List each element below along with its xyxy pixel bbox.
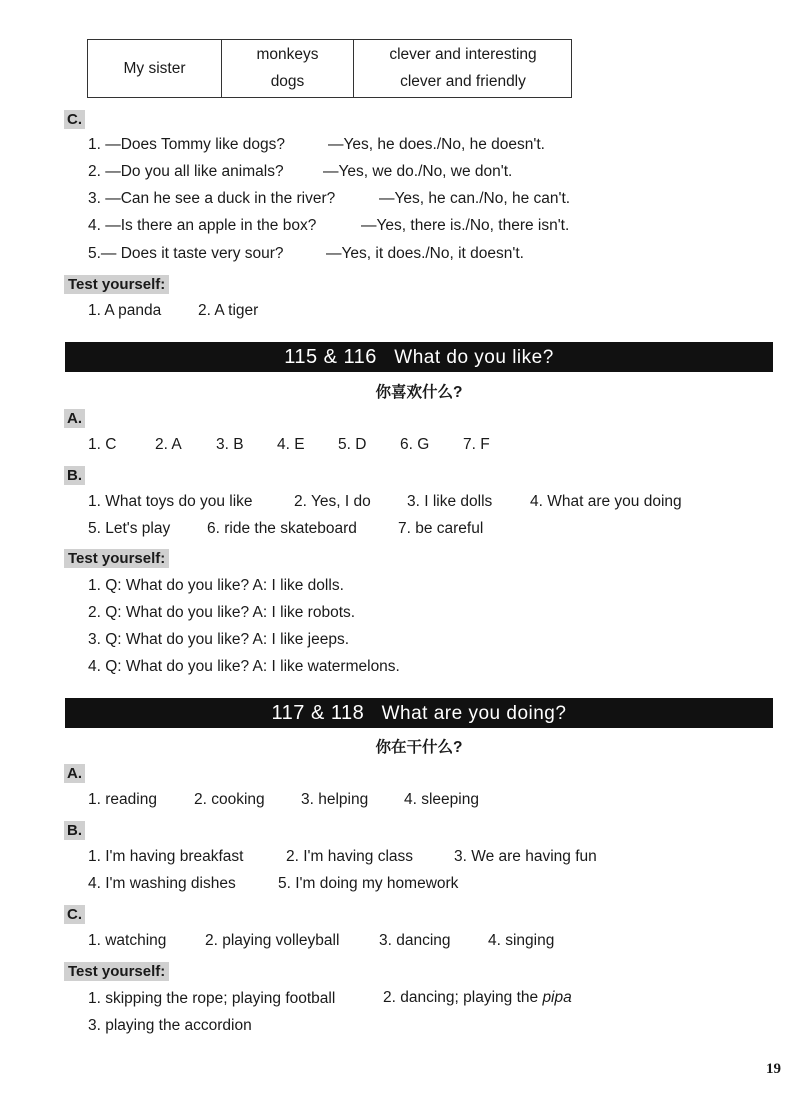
b-answer: 6. ride the skateboard	[207, 520, 357, 537]
test-yourself-label: Test yourself:	[64, 549, 169, 568]
a-answer: 5. D	[338, 436, 367, 453]
section-label-b: B.	[64, 821, 85, 840]
a-answer: 2. cooking	[194, 791, 265, 808]
test-answer: 1. A panda	[88, 302, 162, 319]
b-answer: 7. be careful	[398, 520, 484, 537]
unit-number: 115 & 116	[284, 346, 377, 368]
b-answer: 5. Let's play	[88, 520, 171, 537]
test-answer: 2. Q: What do you like? A: I like robots.	[88, 604, 356, 621]
test-answer: 2. A tiger	[198, 302, 259, 319]
c-question: 5.— Does it taste very sour?	[88, 245, 284, 262]
c-answer: —Yes, there is./No, there isn't.	[361, 217, 570, 234]
test-answer	[383, 989, 572, 1007]
b-answer: 2. Yes, I do	[294, 493, 371, 510]
b-answer: 3. We are having fun	[454, 848, 597, 865]
b-answer: 3. I like dolls	[407, 493, 493, 510]
section-label-c: C.	[64, 110, 85, 129]
b-answer: 2. I'm having class	[286, 848, 414, 865]
b-answer: 1. I'm having breakfast	[88, 848, 244, 865]
c-answer: —Yes, it does./No, it doesn't.	[326, 245, 524, 262]
b-answer: 1. What toys do you like	[88, 493, 253, 510]
a-answer: 1. reading	[88, 791, 157, 808]
c-question: 3. —Can he see a duck in the river?	[88, 190, 336, 207]
test-answer-text: 2. dancing; playing the	[383, 989, 539, 1006]
a-answer: 4. sleeping	[404, 791, 479, 808]
c-answer: 2. playing volleyball	[205, 932, 340, 949]
b-answer: 4. What are you doing	[530, 493, 682, 510]
c-answer: 3. dancing	[379, 932, 451, 949]
c-answer: —Yes, he does./No, he doesn't.	[328, 136, 545, 153]
c-question: 2. —Do you all like animals?	[88, 163, 284, 180]
table-subject: My sister	[123, 60, 186, 77]
b-answer: 5. I'm doing my homework	[278, 875, 459, 892]
c-answer: 4. singing	[488, 932, 555, 949]
a-answer: 3. B	[216, 436, 244, 453]
section-label-a: A.	[64, 409, 85, 428]
unit-subtitle: 你在干什么?	[375, 739, 463, 756]
c-answer: —Yes, he can./No, he can't.	[379, 190, 571, 207]
table-cell-subject	[88, 40, 222, 97]
table-cell-descriptions	[354, 40, 572, 97]
a-answer: 1. C	[88, 436, 117, 453]
table-animal: monkeys	[256, 46, 319, 63]
test-answer: 4. Q: What do you like? A: I like watermelons.	[88, 658, 400, 675]
c-answer: —Yes, we do./No, we don't.	[323, 163, 513, 180]
answer-table	[87, 39, 572, 98]
a-answer: 6. G	[400, 436, 430, 453]
table-animal: dogs	[270, 73, 305, 90]
c-answer: 1. watching	[88, 932, 167, 949]
a-answer: 2. A	[155, 436, 182, 453]
test-answer: 3. Q: What do you like? A: I like jeeps.	[88, 631, 350, 648]
unit-banner-115	[65, 342, 773, 372]
table-cell-animals	[222, 40, 354, 97]
test-answer: 1. Q: What do you like? A: I like dolls.	[88, 577, 344, 594]
c-question: 1. —Does Tommy like dogs?	[88, 136, 285, 153]
unit-subtitle: 你喜欢什么?	[375, 384, 463, 401]
b-answer: 4. I'm washing dishes	[88, 875, 236, 892]
unit-number: 117 & 118	[271, 702, 365, 724]
test-yourself-label: Test yourself:	[64, 275, 169, 294]
unit-title: What do you like?	[394, 347, 554, 368]
section-label-a: A.	[64, 764, 85, 783]
page-number: 19	[766, 1061, 781, 1077]
a-answer: 3. helping	[301, 791, 369, 808]
test-answer-italic: pipa	[542, 989, 572, 1006]
test-answer: 3. playing the accordion	[88, 1017, 252, 1034]
table-description: clever and interesting	[389, 46, 537, 63]
table-description: clever and friendly	[400, 73, 526, 90]
unit-title: What are you doing?	[381, 703, 567, 724]
a-answer: 4. E	[277, 436, 305, 453]
section-label-c: C.	[64, 905, 85, 924]
c-question: 4. —Is there an apple in the box?	[88, 217, 317, 234]
test-answer: 1. skipping the rope; playing football	[88, 990, 336, 1007]
test-yourself-label: Test yourself:	[64, 962, 169, 981]
unit-banner-117	[65, 698, 773, 728]
section-label-b: B.	[64, 466, 85, 485]
a-answer: 7. F	[463, 436, 490, 453]
